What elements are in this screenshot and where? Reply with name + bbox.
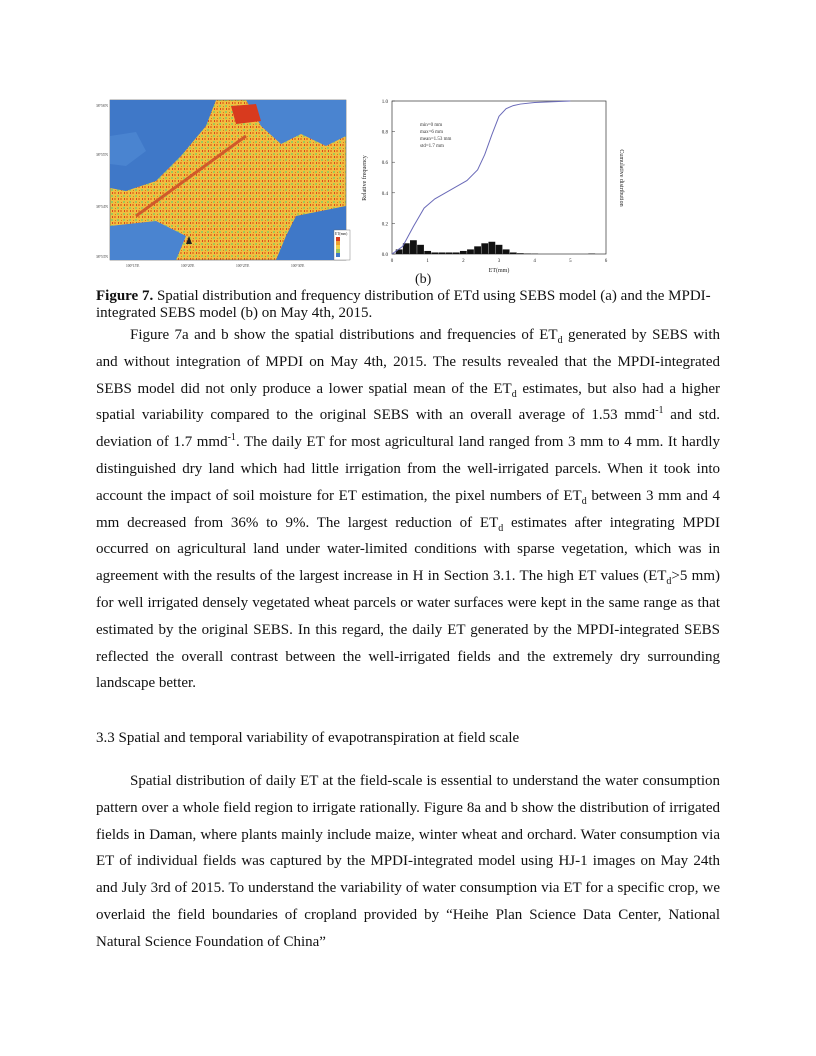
- histogram-bar: [481, 243, 488, 254]
- y-tick-label: 0.2: [381, 222, 388, 228]
- text-run: generated by SEBS with and without integration of MPDI on May 4th, 2015. The results revealed that the MPDI-integrated SEBS model did not only produce a lower spatial mean of the ET: [96, 327, 720, 397]
- stat-mean: mean=1.53 mm: [420, 137, 452, 142]
- superscript: -1: [227, 432, 236, 444]
- subscript: d: [666, 576, 672, 588]
- lat-label: 38°54'N: [96, 205, 108, 209]
- paragraph-2: [96, 768, 720, 956]
- x-axis: [391, 259, 608, 264]
- high-et-patch: [231, 104, 261, 124]
- et-map: [96, 96, 354, 268]
- legend-swatch: [336, 237, 340, 241]
- lon-label: 100°30'E: [291, 264, 305, 268]
- text-run: and std. deviation of 1.7 mmd: [96, 407, 720, 451]
- histogram-bar: [431, 252, 438, 254]
- x-tick-label: 5: [569, 259, 572, 264]
- color-legend: [334, 230, 350, 260]
- histogram-bar: [488, 242, 495, 254]
- text-run: Spatial distribution of daily ET at the field-scale is essential to understand the water consumption pattern over a whole field region to irrigate rationally. Figure 8a and b show the distribution of irrigated fields in Daman, where plants mainly include maize, winter wheat and orchard. Water consumption via ET of individual fields was captured by the MPDI-integrated model using HJ-1 images on May 24th and July 3rd of 2015. To understand the variability of water consumption via ET for a specific crop, we overlaid the field boundaries of cropland provided by “Heihe Plan Science Data Center, National Natural Science Foundation of China”: [96, 773, 720, 950]
- histogram-bar: [510, 252, 517, 254]
- stat-min: min=0 mm: [420, 123, 443, 128]
- stat-max: max=6 mm: [420, 130, 443, 135]
- y-tick-label: 1.0: [381, 100, 388, 105]
- stats-box: [420, 123, 452, 149]
- histogram-bar: [517, 253, 524, 254]
- et-frequency-chart: [358, 96, 626, 276]
- histogram-bar: [453, 252, 460, 254]
- x-axis-label: ET(mm): [488, 268, 510, 274]
- lat-label: 38°53'N: [96, 255, 108, 259]
- x-tick-label: 0: [390, 259, 394, 264]
- histogram-bar: [474, 246, 481, 254]
- x-tick-label: 1: [426, 259, 429, 264]
- y-tick-label: 0.0: [381, 253, 388, 258]
- lat-label: 38°56'N: [96, 104, 108, 108]
- histogram-bars: [396, 240, 595, 254]
- text-run: estimates after integrating MPDI occurred on agricultural land under water-limited conditions with sparse vegetation, which was in agreement with the results of the largest increase in H in Section 3.1. The high ET values (ET: [96, 514, 721, 585]
- y2-axis-label: Cumulative distribution: [618, 149, 624, 207]
- y-axis-label: Relative frequency: [362, 155, 368, 201]
- y-tick-label: 0.8: [381, 130, 388, 136]
- stat-std: std=1.7 mm: [420, 144, 444, 149]
- y-tick-label: 0.6: [381, 161, 388, 167]
- text-run: >5 mm) for well irrigated densely vegetated wheat parcels or water surfaces were kept in the same range as that estimated by the original SEBS. In this regard, the daily ET generated by the MPDI-integrated SEBS reflected the overall contrast between the well-irrigated fields and the extremely dry surrounding landscape better.: [96, 568, 720, 692]
- x-tick-label: 4: [533, 259, 536, 264]
- text-run: between 3 mm and 4 mm decreased from 36% to 9%. The largest reduction of ET: [96, 487, 721, 531]
- subscript: d: [557, 335, 563, 346]
- subscript: d: [581, 495, 587, 507]
- x-tick-label: 2: [462, 259, 465, 264]
- subfigure-label: (b): [415, 272, 432, 287]
- y-tick-label: 0.4: [381, 191, 388, 197]
- text-run: Figure 7a and b show the spatial distributions and frequencies of ET: [130, 327, 558, 343]
- histogram-bar: [417, 245, 424, 254]
- histogram-bar: [410, 240, 417, 254]
- lon-label: 100°20'E: [181, 264, 195, 268]
- histogram-bar: [467, 249, 474, 254]
- caption-text: Spatial distribution and frequency distribution of ETd using SEBS model (a) and the MPDI-integrated SEBS model (b) on May 4th, 2015.: [96, 288, 711, 321]
- text-run: estimates, but also had a higher spatial variability compared to the original SEBS with an overall average of 1.53 mmd: [96, 380, 720, 424]
- subscript: d: [498, 522, 504, 534]
- text-run: . The daily ET for most agricultural land ranged from 3 mm to 4 mm. It hardly distinguished dry land which had little irrigation from the well-irrigated parcels. When it took into account the impact of soil moisture for ET estimation, the pixel numbers of ET: [96, 434, 720, 504]
- x-tick-label: 3: [497, 259, 501, 264]
- y-axis: [382, 100, 395, 258]
- histogram-bar: [439, 252, 446, 254]
- legend-swatch: [336, 245, 340, 249]
- x-tick-label: 6: [604, 259, 608, 264]
- histogram-bar: [424, 251, 431, 254]
- figure-7: [96, 96, 636, 286]
- lon-label: 100°25'E: [236, 264, 250, 268]
- legend-title: ET(mm): [335, 232, 348, 236]
- histogram-bar: [446, 252, 453, 254]
- legend-swatch: [336, 241, 340, 245]
- caption-label: Figure 7.: [96, 288, 154, 304]
- histogram-bar: [460, 251, 467, 254]
- histogram-bar: [503, 249, 510, 254]
- section-heading: 3.3 Spatial and temporal variability of evapotranspiration at field scale: [96, 730, 520, 746]
- paragraph-1: [96, 322, 720, 697]
- lon-label: 100°15'E: [126, 264, 140, 268]
- cumulative-line: [392, 101, 570, 254]
- figure-caption: [96, 288, 720, 322]
- histogram-bar: [496, 245, 503, 254]
- subscript: d: [511, 388, 517, 400]
- lat-label: 38°55'N: [96, 153, 108, 157]
- legend-swatch: [336, 253, 340, 257]
- superscript: -1: [655, 405, 664, 417]
- legend-swatch: [336, 249, 340, 253]
